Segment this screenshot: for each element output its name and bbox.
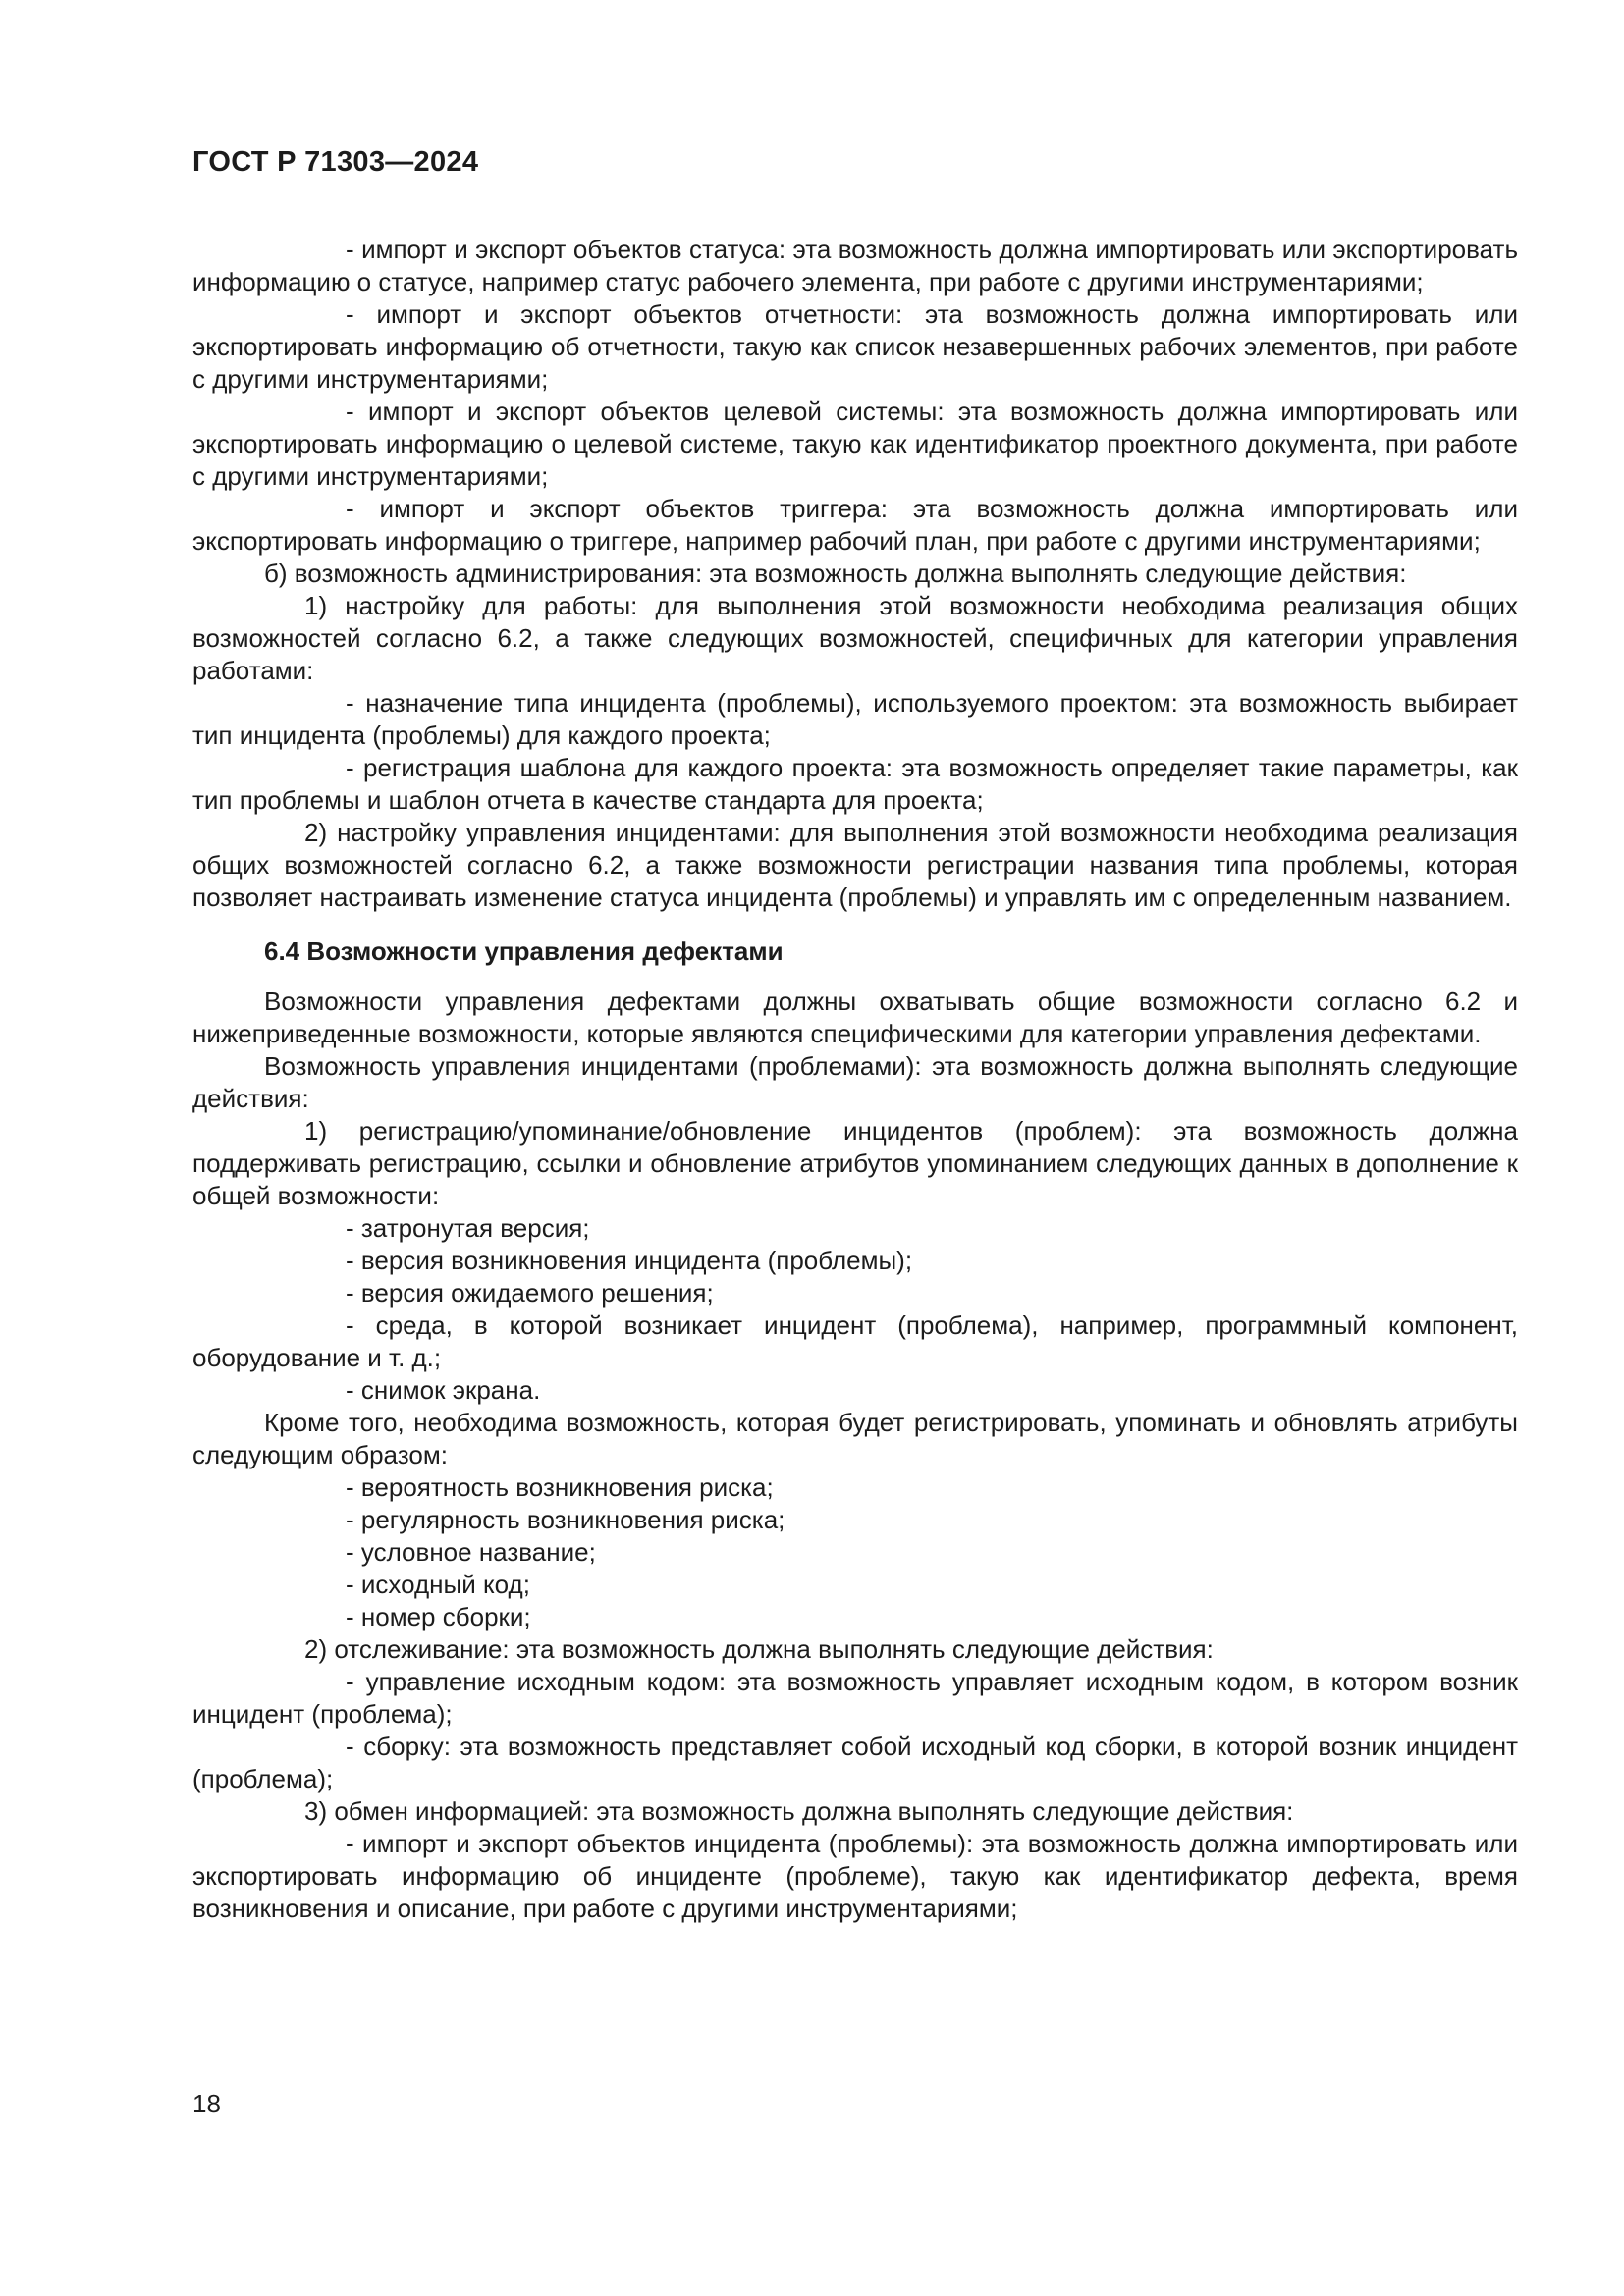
paragraph: - среда, в которой возникает инцидент (проблема), например, программный компонент, оборудование и т. д.;	[192, 1310, 1518, 1372]
page-number: 18	[192, 2089, 221, 2118]
running-header: ГОСТ Р 71303—2024	[192, 146, 479, 178]
paragraph: Возможности управления дефектами должны охватывать общие возможности согласно 6.2 и нижеприведенные возможности, которые являются специфическими для категории управления дефектами.	[192, 987, 1518, 1048]
paragraph: 2) отслеживание: эта возможность должна выполнять следующие действия:	[304, 1634, 1214, 1664]
section-heading: 6.4 Возможности управления дефектами	[264, 936, 784, 966]
paragraph: - затронутая версия;	[346, 1213, 590, 1243]
paragraph: - регулярность возникновения риска;	[346, 1505, 785, 1534]
paragraph: 1) регистрацию/упоминание/обновление инцидентов (проблем): эта возможность должна поддерживать регистрацию, ссылки и обновление атрибутов упоминанием следующих данных в дополнение к общей возможности:	[192, 1116, 1518, 1210]
paragraph: 2) настройку управления инцидентами: для выполнения этой возможности необходима реализация общих возможностей согласно 6.2, а также возможности регистрации названия типа проблемы, которая позволяет настраивать изменение статуса инцидента (проблемы) и управлять им с определенным названием.	[192, 818, 1518, 912]
paragraph: 3) обмен информацией: эта возможность должна выполнять следующие действия:	[304, 1796, 1294, 1826]
paragraph: - импорт и экспорт объектов отчетности: эта возможность должна импортировать или экспортировать информацию об отчетности, такую как список незавершенных рабочих элементов, при работе с другими инструментариями;	[192, 299, 1518, 394]
paragraph: - импорт и экспорт объектов целевой системы: эта возможность должна импортировать или экспортировать информацию о целевой системе, такую как идентификатор проектного документа, при работе с другими инструментариями;	[192, 397, 1518, 491]
paragraph: - версия ожидаемого решения;	[346, 1278, 714, 1308]
paragraph: - импорт и экспорт объектов статуса: эта возможность должна импортировать или экспортировать информацию о статусе, например статус рабочего элемента, при работе с другими инструментариями;	[192, 235, 1518, 296]
paragraph: - импорт и экспорт объектов триггера: эта возможность должна импортировать или экспортировать информацию о триггере, например рабочий план, при работе с другими инструментариями;	[192, 494, 1518, 556]
paragraph: Кроме того, необходима возможность, которая будет регистрировать, упоминать и обновлять атрибуты следующим образом:	[192, 1408, 1518, 1469]
paragraph: - назначение типа инцидента (проблемы), используемого проектом: эта возможность выбирает тип инцидента (проблемы) для каждого проекта;	[192, 688, 1518, 750]
paragraph: - импорт и экспорт объектов инцидента (проблемы): эта возможность должна импортировать или экспортировать информацию об инциденте (проблеме), такую как идентификатор дефекта, время возникновения и описание, при работе с другими инструментариями;	[192, 1829, 1518, 1923]
paragraph: - исходный код;	[346, 1570, 530, 1599]
paragraph: - регистрация шаблона для каждого проекта: эта возможность определяет такие параметры, как тип проблемы и шаблон отчета в качестве стандарта для проекта;	[192, 753, 1518, 815]
paragraph: - снимок экрана.	[346, 1375, 541, 1405]
paragraph: - версия возникновения инцидента (проблемы);	[346, 1246, 913, 1275]
paragraph: Возможность управления инцидентами (проблемами): эта возможность должна выполнять следующие действия:	[192, 1051, 1518, 1113]
paragraph: 1) настройку для работы: для выполнения этой возможности необходима реализация общих возможностей согласно 6.2, а также следующих возможностей, специфичных для категории управления работами:	[192, 591, 1518, 685]
paragraph: - условное название;	[346, 1537, 596, 1567]
document-body	[192, 234, 1518, 1925]
paragraph: - управление исходным кодом: эта возможность управляет исходным кодом, в котором возник инцидент (проблема);	[192, 1667, 1518, 1729]
paragraph: - сборку: эта возможность представляет собой исходный код сборки, в которой возник инцидент (проблема);	[192, 1732, 1518, 1793]
paragraph: - номер сборки;	[346, 1602, 531, 1631]
paragraph: - вероятность возникновения риска;	[346, 1472, 774, 1502]
paragraph: б) возможность администрирования: эта возможность должна выполнять следующие действия:	[264, 559, 1407, 588]
